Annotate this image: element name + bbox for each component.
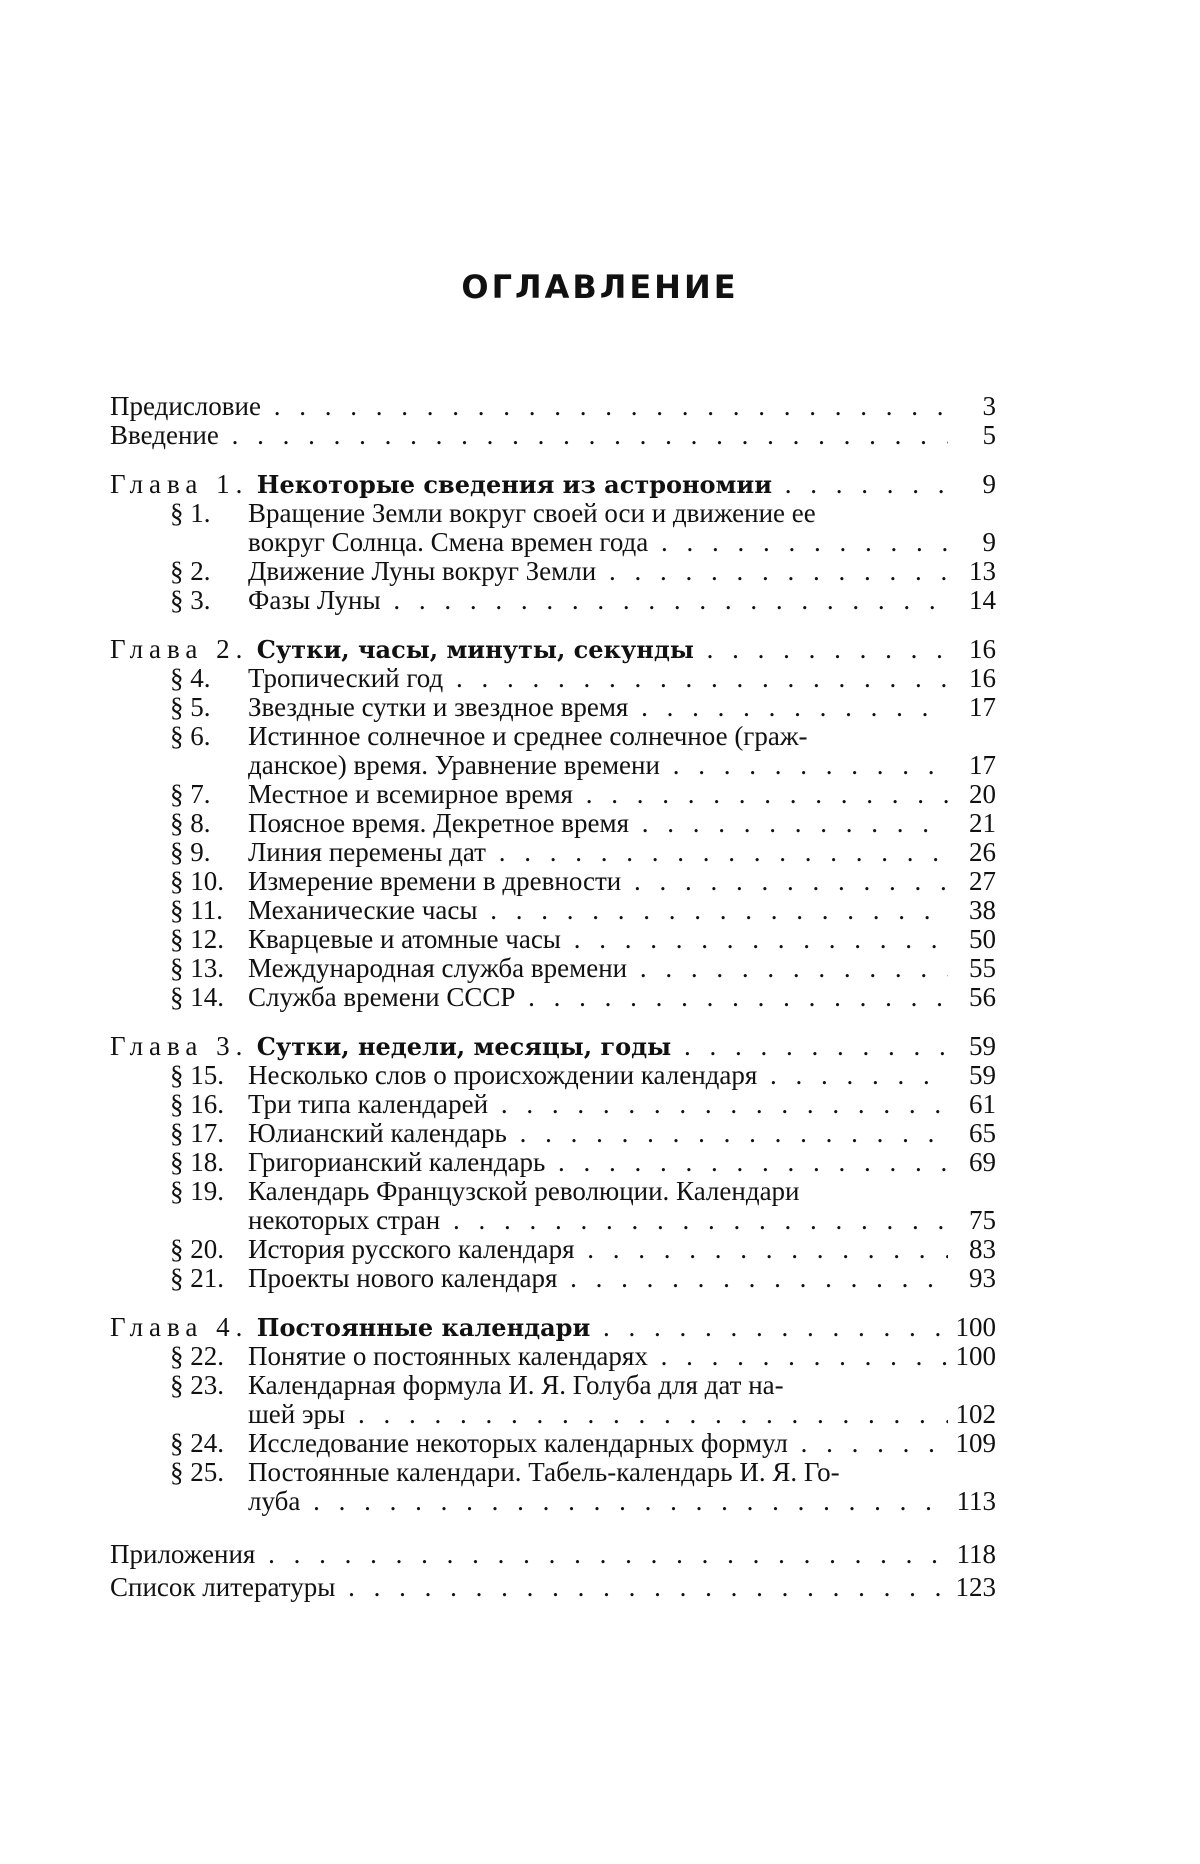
- entry-title: Введение . . .: [110, 421, 948, 450]
- toc-section-line: [110, 499, 996, 528]
- page-number: 16: [969, 634, 996, 664]
- toc-section-line: [110, 1487, 996, 1516]
- section-title: История русского календаря . . .: [248, 1235, 948, 1264]
- page-number: 83: [969, 1234, 996, 1264]
- section-title: Фазы Луны . . .: [248, 586, 948, 615]
- section-title-cont: луба . . .: [248, 1487, 948, 1516]
- section-title: Григорианский календарь . . .: [248, 1148, 948, 1177]
- page-number: 100: [955, 1312, 996, 1342]
- toc-section-line: [110, 838, 996, 867]
- section-number: § 25.: [170, 1457, 224, 1487]
- section-number: § 23.: [170, 1370, 224, 1400]
- page-number: 102: [955, 1399, 996, 1429]
- toc-section-line: [110, 954, 996, 983]
- page-number: 123: [955, 1572, 996, 1602]
- section-number: § 20.: [170, 1234, 224, 1264]
- page-number: 14: [969, 585, 996, 615]
- toc-section-line: [110, 1177, 996, 1206]
- toc-chapter-heading: [110, 1032, 996, 1061]
- section-number: § 11.: [170, 895, 223, 925]
- chapter-title: [110, 1313, 948, 1342]
- section-number: § 22.: [170, 1341, 224, 1371]
- toc-section-line: [110, 1429, 996, 1458]
- section-title: Исследование некоторых календарных формул . . .: [248, 1429, 948, 1458]
- section-title: Кварцевые и атомные часы . . .: [248, 925, 948, 954]
- section-title: Несколько слов о происхождении календаря . . .: [248, 1061, 948, 1090]
- table-of-contents: [110, 392, 996, 1602]
- page-number: 5: [982, 420, 996, 450]
- entry-title: Список литературы . . .: [110, 1573, 948, 1602]
- chapter-title: [110, 635, 948, 664]
- page-number: 75: [969, 1205, 996, 1235]
- section-title-cont: вокруг Солнца. Смена времен года . . .: [248, 528, 948, 557]
- toc-section-line: [110, 1119, 996, 1148]
- toc-section-line: [110, 586, 996, 615]
- section-title: Международная служба времени . . .: [248, 954, 948, 983]
- page-number: 65: [969, 1118, 996, 1148]
- toc-section-line: [110, 528, 996, 557]
- section-title: Постоянные календари. Табель-календарь И. Я. Го-: [248, 1458, 840, 1487]
- section-number: § 8.: [170, 808, 211, 838]
- toc-section-line: [110, 867, 996, 896]
- page-number: 16: [969, 663, 996, 693]
- page-number: 20: [969, 779, 996, 809]
- toc-section-line: [110, 664, 996, 693]
- section-number: § 5.: [170, 692, 211, 722]
- page-number: 21: [969, 808, 996, 838]
- section-number: § 21.: [170, 1263, 224, 1293]
- chapter-name: Сутки, недели, месяцы, годы: [248, 1032, 672, 1061]
- toc-section-line: [110, 983, 996, 1012]
- page-number: 13: [969, 556, 996, 586]
- page-number: 17: [969, 692, 996, 722]
- page-number: 118: [956, 1539, 996, 1569]
- chapter-name: Некоторые сведения из астрономии: [248, 470, 773, 499]
- section-number: § 14.: [170, 982, 224, 1012]
- page-number: 59: [969, 1031, 996, 1061]
- page-number: 38: [969, 895, 996, 925]
- section-title: Измерение времени в древности . . .: [248, 867, 948, 896]
- toc-section-line: [110, 1061, 996, 1090]
- section-title: Служба времени СССР . . .: [248, 983, 948, 1012]
- page-number: 26: [969, 837, 996, 867]
- toc-section-line: [110, 896, 996, 925]
- section-title: Вращение Земли вокруг своей оси и движение ее: [248, 499, 816, 528]
- page-number: 93: [969, 1263, 996, 1293]
- toc-section-line: [110, 1400, 996, 1429]
- section-number: § 15.: [170, 1060, 224, 1090]
- section-number: § 7.: [170, 779, 211, 809]
- section-title: Три типа календарей . . .: [248, 1090, 948, 1119]
- page-number: 17: [969, 750, 996, 780]
- chapter-name: Постоянные календари: [248, 1313, 591, 1342]
- toc-section-line: [110, 557, 996, 586]
- page-number: 61: [969, 1089, 996, 1119]
- page-number: 27: [969, 866, 996, 896]
- section-title: Истинное солнечное и среднее солнечное (граж-: [248, 722, 808, 751]
- page-title: ОГЛАВЛЕНИЕ: [461, 268, 739, 306]
- section-title: Звездные сутки и звездное время . . .: [248, 693, 948, 722]
- toc-entry-back: [110, 1540, 996, 1569]
- section-title: Юлианский календарь . . .: [248, 1119, 948, 1148]
- section-number: § 12.: [170, 924, 224, 954]
- section-number: § 16.: [170, 1089, 224, 1119]
- section-number: § 17.: [170, 1118, 224, 1148]
- chapter-name: Сутки, часы, минуты, секунды: [248, 635, 694, 664]
- section-number: § 4.: [170, 663, 211, 693]
- page-number: 100: [955, 1341, 996, 1371]
- toc-section-line: [110, 925, 996, 954]
- section-number: § 2.: [170, 556, 211, 586]
- toc-chapter-heading: [110, 1313, 996, 1342]
- toc-section-line: [110, 693, 996, 722]
- toc-section-line: [110, 1206, 996, 1235]
- section-title: Линия перемены дат . . .: [248, 838, 948, 867]
- section-number: § 24.: [170, 1428, 224, 1458]
- section-number: § 18.: [170, 1147, 224, 1177]
- page-number: 50: [969, 924, 996, 954]
- chapter-title: [110, 1032, 948, 1061]
- section-title: Местное и всемирное время . . .: [248, 780, 948, 809]
- section-title: Проекты нового календаря . . .: [248, 1264, 948, 1293]
- page-number: 3: [982, 391, 996, 421]
- section-number: § 9.: [170, 837, 211, 867]
- toc-section-line: [110, 1264, 996, 1293]
- toc-section-line: [110, 1458, 996, 1487]
- page-number: 9: [982, 527, 996, 557]
- section-number: § 3.: [170, 585, 211, 615]
- section-number: § 6.: [170, 721, 211, 751]
- section-number: § 19.: [170, 1176, 224, 1206]
- section-title-cont: данское) время. Уравнение времени . . .: [248, 751, 948, 780]
- toc-section-line: [110, 722, 996, 751]
- entry-title: Приложения . . .: [110, 1540, 948, 1569]
- section-title: Календарная формула И. Я. Голуба для дат на-: [248, 1371, 784, 1400]
- toc-chapter-heading: [110, 470, 996, 499]
- toc-section-line: [110, 1090, 996, 1119]
- section-title: Понятие о постоянных календарях . . .: [248, 1342, 948, 1371]
- section-number: § 1.: [170, 498, 211, 528]
- page-number: 113: [956, 1486, 996, 1516]
- page-number: 9: [982, 469, 996, 499]
- toc-entry-front: [110, 421, 996, 450]
- chapter-label: Глава 2.: [110, 635, 249, 664]
- toc-section-line: [110, 1148, 996, 1177]
- toc-entry-front: [110, 392, 996, 421]
- toc-section-line: [110, 780, 996, 809]
- section-title-cont: шей эры . . .: [248, 1400, 948, 1429]
- section-number: § 13.: [170, 953, 224, 983]
- page-number: 56: [969, 982, 996, 1012]
- chapter-label: Глава 1.: [110, 470, 249, 499]
- section-title: Тропический год . . .: [248, 664, 948, 693]
- chapter-label: Глава 3.: [110, 1032, 249, 1061]
- section-title: Календарь Французской революции. Календари: [248, 1177, 800, 1206]
- section-title: Механические часы . . .: [248, 896, 948, 925]
- section-title: Поясное время. Декретное время . . .: [248, 809, 948, 838]
- page-number: 69: [969, 1147, 996, 1177]
- toc-section-line: [110, 751, 996, 780]
- page-number: 109: [955, 1428, 996, 1458]
- page-number: 55: [969, 953, 996, 983]
- chapter-title: [110, 470, 948, 499]
- toc-section-line: [110, 1342, 996, 1371]
- toc-section-line: [110, 1235, 996, 1264]
- section-title: Движение Луны вокруг Земли . . .: [248, 557, 948, 586]
- toc-section-line: [110, 1371, 996, 1400]
- entry-title: Предисловие . . .: [110, 392, 948, 421]
- page-number: 59: [969, 1060, 996, 1090]
- chapter-label: Глава 4.: [110, 1313, 249, 1342]
- toc-chapter-heading: [110, 635, 996, 664]
- section-number: § 10.: [170, 866, 224, 896]
- toc-entry-back: [110, 1573, 996, 1602]
- section-title-cont: некоторых стран . . .: [248, 1206, 948, 1235]
- toc-section-line: [110, 809, 996, 838]
